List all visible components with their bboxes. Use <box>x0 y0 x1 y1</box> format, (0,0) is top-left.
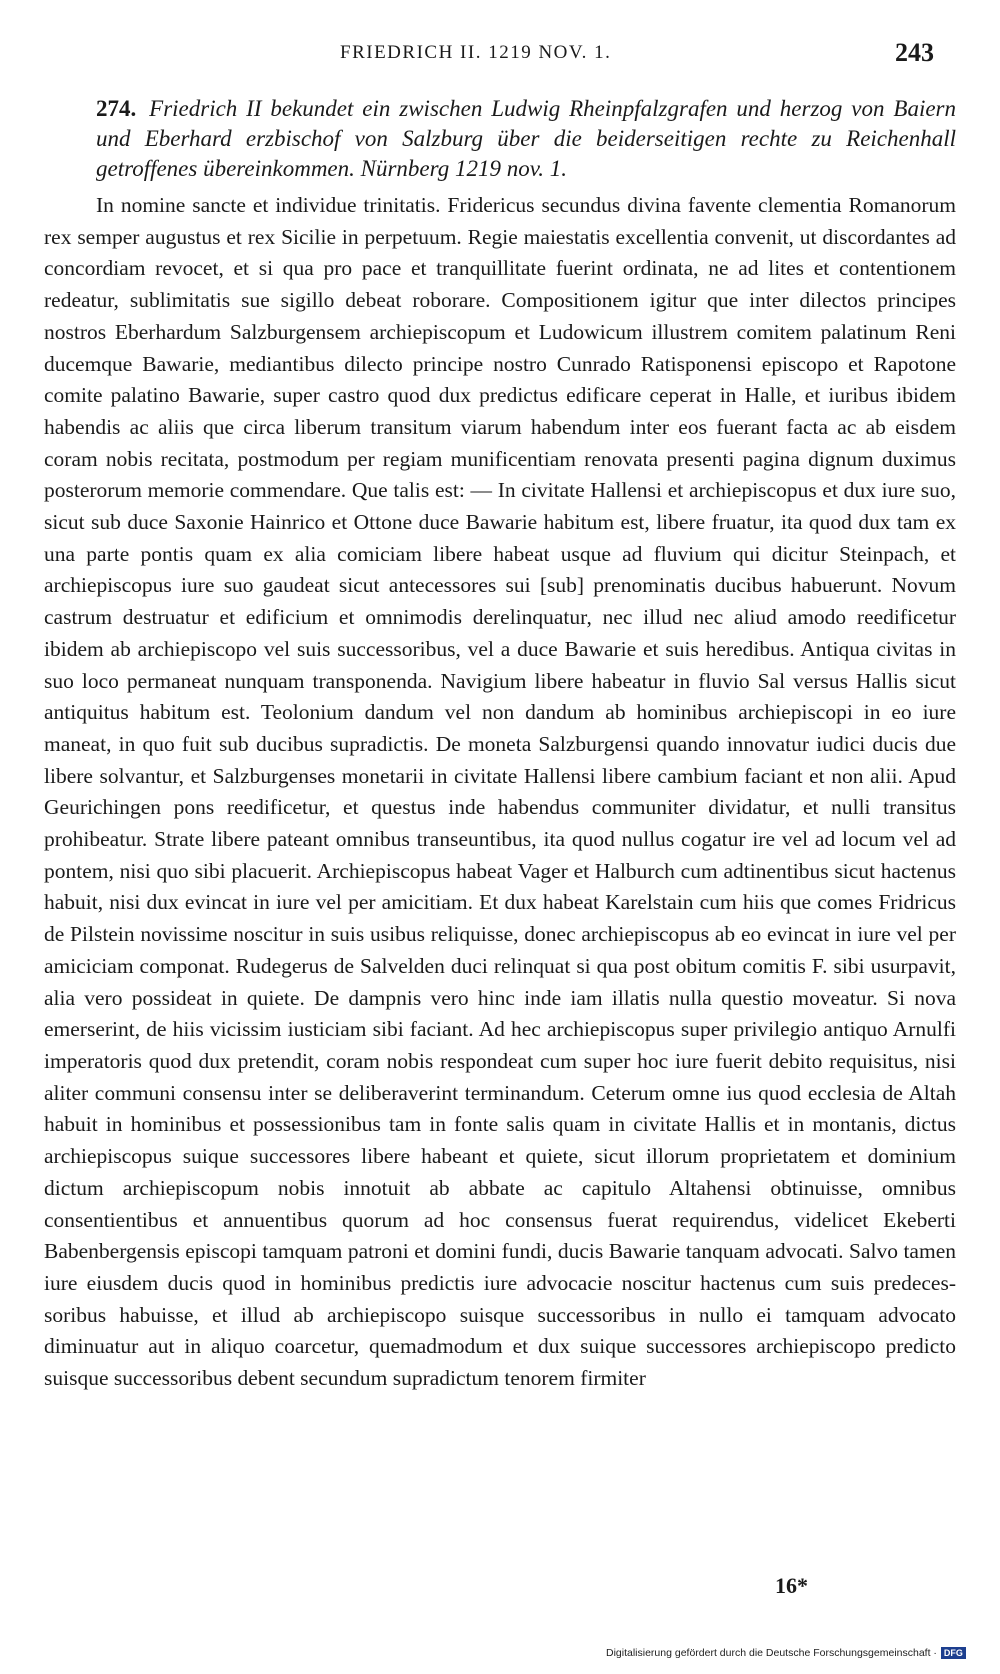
charter-heading-text: Friedrich II bekundet ein zwischen Ludwig Rheinpfalzgrafen und herzog von Baiern und Eberhard erzbischof von Salzburg über die beiderseitigen rechte zu Reichenhall getroffenes übereinkommen. Nürnberg 1219 nov. 1. <box>96 96 957 181</box>
footer-credit-text: Digitalisierung gefördert durch die Deutsche Forschungsgemeinschaft · <box>606 1647 937 1659</box>
running-title: FRIEDRICH II. 1219 NOV. 1. <box>340 42 612 63</box>
signature-mark: 16* <box>775 1573 808 1598</box>
dfg-logo: DFG <box>941 1647 966 1659</box>
charter-number: 274. <box>96 96 137 121</box>
footer-credit <box>606 1647 966 1659</box>
page-number: 243 <box>895 38 934 67</box>
running-head <box>0 38 1000 70</box>
charter-heading <box>96 94 956 184</box>
charter-body-text: In nomine sancte et individue trinitatis. Fridericus secundus divina favente clementia Romanorum rex semper augustus et rex Sicilie in perpetuum. Regie maiestatis excellentia convenit, ut discordantes ad concordiam revocet, et si qua pro pace et tranquillitate fuerint ordinata, ne ad lites et contentionem redeatur, sublimitatis sue sigillo debeat roborare. Compositionem igitur que inter dilectos principes nostros Eberhardum Salzburgensem archiepiscopum et Ludowicum illustrem comitem palatinum Reni ducemque Bawarie, mediantibus dilecto principe nostro Cunrado Ratisponensi episcopo et Rapotone comite palatino Bawarie, super castro quod dux predictus edificare ceperat in Halle, et iuribus ibidem habendis ac aliis que circa liberum transitum viarum habendum inter eos fuerant facta ac ab eisdem coram nobis recitata, postmodum per regiam munificentiam renovata presenti pagina dignum duximus posterorum memorie commendare. Que talis est: — In civitate Hallensi et archiepiscopus et dux iure suo, sicut sub duce Saxonie Hainrico et Ottone duce Bawarie habitum est, libere fruatur, ita quod dux tam ex una parte pontis quam ex alia comiciam libere habeat usque ad fluvium qui dicitur Steinpach, et archiepiscopus iure suo gaudeat sicut antecessores sui [sub] prenominatis ducibus habuerunt. Novum castrum destruatur et edificium et omnimodis derelinquatur, nec illud nec aliud amodo reedificetur ibidem ab archiepiscopo vel suis successoribus, vel a duce Bawarie et suis heredibus. Antiqua civitas in suo loco permaneat nunquam transponenda. Navigium libere habeatur in fluvio Sal versus Hallis sicut antiquitus habitum est. Teolonium dandum vel non dandum ab hominibus archiepiscopi in eo iure maneat, in quo fuit sub ducibus supradictis. De moneta Salzburgensi quando innovatur iudici ducis due libere solvantur, et Salzburgenses monetarii in civitate Hallensi libere cambium faciant et non alii. Apud Geurichingen pons reedificetur, et questus inde habendus communiter dividatur, et nulli transitus prohibeatur. Strate libere pateant omnibus transeuntibus, ita quod nullus cogatur ire vel ad locum vel ad pontem, nisi quo sibi placuerit. Archiepiscopus habeat Vager et Halburch cum adtinentibus sicut hactenus habuit, nisi dux evincat in iure vel per amicitiam. Et dux habeat Karelstain cum hiis que comes Fridricus de Pilstein novissime noscitur in suis usibus reliquisse, donec archiepiscopus ab eo evincat in iure vel per amiciciam componat. Rudegerus de Salvelden duci relinquat si qua post obitum comitis F. sibi usurpavit, alia vero possideat in quiete. De dampnis vero hinc inde iam illatis nulla questio moveatur. Si nova emerserint, de hiis vicissim iusticiam sibi faciant. Ad hec archiepiscopus super privilegio antiquo Arnulfi imperatoris quod dux pretendit, coram nobis respondeat cum super hoc iure fuerit debito requisitus, nisi aliter communi consensu inter se deliberaverint terminandum. Ceterum omne ius quod ecclesia de Altah habuit in hominibus et possessionibus tam in fonte salis quam in civitate Hallis et in montanis, dictus archiepiscopus suique successores libere habeant et quiete, sicut illorum proprietatem et dominium dictum archiepiscopum nobis innotuit ab abbate ac capitulo Altahensi obtinuisse, omnibus consentientibus et annuentibus quorum ad hoc consensus fuerat requirendus, videlicet Ekeberti Babenbergensis episcopi tamquam patroni et domini fundi, ducis Bawarie tanquam advocati. Salvo tamen iure eiusdem ducis quod in hominibus predictis iure advocacie noscitur hactenus cum suis predecessoribus habuisse, et illud ab archiepiscopo suisque successoribus in nullo ei tamquam advocato diminuatur aut in aliquo coarcetur, quemadmodum et dux suique successores archiepiscopo predicto suisque successoribus debent secundum supradictum tenorem firmiter <box>44 193 956 1391</box>
